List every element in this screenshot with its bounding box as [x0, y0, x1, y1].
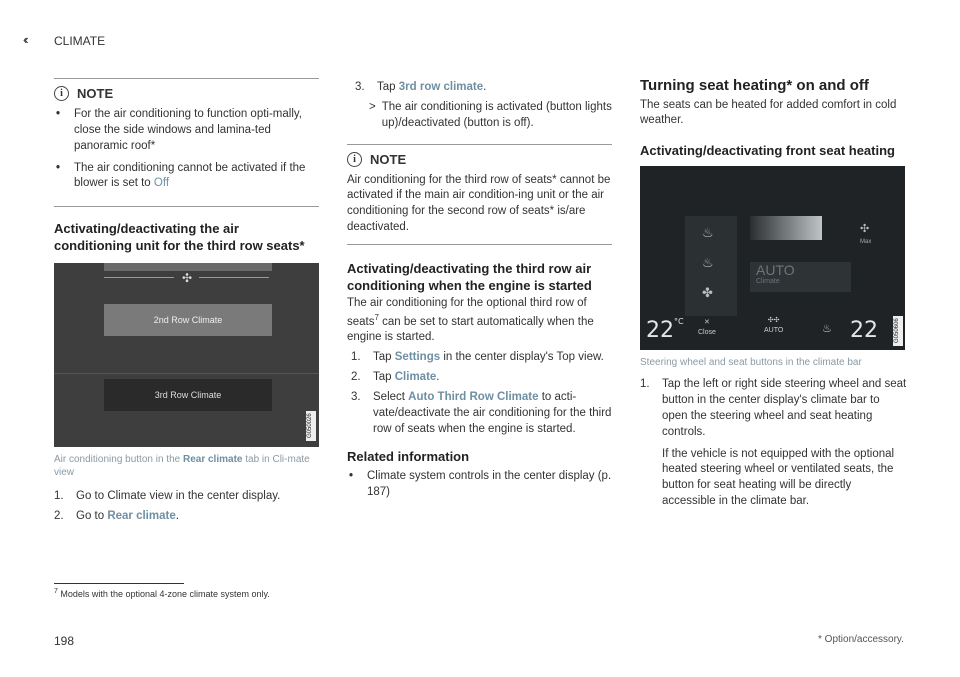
- back-chevron-icon[interactable]: ‹‹: [23, 32, 26, 47]
- step-result: > The air conditioning is activated (button lights up)/deactivated (button is off).: [369, 100, 612, 129]
- climate-bar-image: [640, 166, 905, 350]
- footnote-rule: [54, 583, 184, 584]
- note-box: [54, 78, 319, 207]
- image-code: G050026: [306, 411, 316, 441]
- intro-text: The seats can be heated for added comfort in cold weather.: [640, 98, 897, 127]
- 2nd-row-climate-button[interactable]: 2nd Row Climate: [104, 304, 272, 336]
- section-heading: Activating/deactivating the air conditioning unit for the third row seats*: [54, 221, 305, 254]
- step-item: 2. Go to Rear climate.: [54, 509, 179, 522]
- max-fan-icon[interactable]: ✣: [860, 223, 870, 236]
- page-number: 198: [54, 634, 75, 648]
- 3rd-row-climate-button[interactable]: 3rd Row Climate: [104, 379, 272, 411]
- step-item: 1. Tap the left or right side steering wheel and seat button in the center display's climate bar to open the steering wheel and seat heating controls. If the vehicle is not equipped with the optional heated steering wheel or ventilated seats, the button for seat heating will be directly accessible in the climate bar.: [640, 378, 907, 508]
- climate-link[interactable]: Climate: [394, 371, 437, 383]
- steering-seat-button[interactable]: ♨: [822, 323, 832, 336]
- bullet-text: The air conditioning cannot be activated if the blower is set to: [74, 161, 306, 190]
- steps-list: [347, 350, 612, 437]
- note-box: [347, 144, 612, 245]
- auto-fan-button[interactable]: ✣✣ AUTO: [764, 317, 784, 334]
- divider: [54, 373, 319, 374]
- seat-vent-icon[interactable]: ✤: [702, 285, 713, 301]
- column-1: [54, 78, 319, 529]
- step-item: 1. Go to Climate view in the center display.: [54, 490, 281, 503]
- column-2: [347, 78, 612, 507]
- section-heading: Turning seat heating* on and off: [640, 77, 869, 94]
- note-text: Air conditioning for the third row of seats* cannot be activated if the main air condition-ing unit or the air conditioning for the second row of seats* is/are deactivated.: [347, 173, 611, 234]
- section-title: CLIMATE: [54, 34, 106, 48]
- note-bullet: • For the air conditioning to function opti-mally, close the side windows and lamina-ted panoramic roof*: [56, 107, 319, 155]
- step-item: 3. Tap 3rd row climate.: [355, 81, 487, 93]
- fan-level-bar[interactable]: [750, 216, 822, 240]
- info-icon: i: [347, 152, 362, 167]
- auto-climate-button[interactable]: AUTO Climate: [750, 262, 851, 292]
- close-button[interactable]: ✕ Close: [698, 319, 716, 336]
- auto-third-row-climate-link[interactable]: Auto Third Row Climate: [408, 390, 539, 403]
- fan-icon: ✣: [182, 271, 193, 286]
- steps-list: [54, 489, 319, 525]
- footnote: $^7$ Models with the optional 4-zone climate system only.: [54, 588, 270, 599]
- note-title: [54, 85, 319, 103]
- related-heading: Related information: [347, 449, 470, 465]
- rear-climate-link[interactable]: Rear climate: [107, 509, 176, 522]
- image-caption: Steering wheel and seat buttons in the climate bar: [640, 357, 862, 369]
- note-label: NOTE: [77, 86, 114, 101]
- note-bullet: • The air conditioning cannot be activated if the blower is set to Off: [56, 161, 306, 190]
- section-heading: Activating/deactivating the third row air conditioning when the engine is started: [347, 260, 592, 293]
- step-item: 2. Tap Climate.: [351, 371, 440, 383]
- sub-heading: Activating/deactivating front seat heating: [640, 143, 895, 159]
- 3rd-row-climate-link[interactable]: 3rd row climate: [398, 81, 484, 93]
- temperature-right[interactable]: 22: [850, 318, 878, 344]
- divider: [104, 277, 174, 278]
- step-item: 1. Tap Settings in the center display's Top view.: [351, 351, 604, 364]
- note-title: [347, 151, 612, 169]
- seat-heat-icon[interactable]: ♨: [702, 255, 714, 271]
- image-code: G050606: [893, 316, 903, 346]
- bullet-text: For the air conditioning to function opti-mally, close the side windows and lamina-ted panoramic roof*: [74, 107, 302, 152]
- off-link[interactable]: Off: [153, 177, 170, 190]
- steering-heat-icon[interactable]: ♨: [702, 225, 714, 241]
- step-item: 3. Select Auto Third Row Climate to acti-vate/deactivate the air conditioning for the third row of seats when the engine is started.: [351, 390, 612, 435]
- temperature-left[interactable]: $22^{^\circ C}$: [646, 317, 684, 344]
- related-item[interactable]: • Climate system controls in the center display (p. 187): [349, 470, 612, 499]
- settings-link[interactable]: Settings: [394, 351, 441, 364]
- max-label: Max: [860, 239, 872, 246]
- image-caption: Air conditioning button in the Rear climate tab in Cli-mate view: [54, 454, 310, 479]
- divider: [199, 277, 269, 278]
- column-3: [640, 76, 908, 514]
- climate-screen-image: [54, 263, 319, 447]
- intro-text: The air conditioning for the optional third row of seats$^7$ can be set to start automatically when the engine is started.: [347, 296, 594, 344]
- note-label: NOTE: [370, 151, 407, 167]
- option-note: * Option/accessory.: [818, 634, 904, 645]
- info-icon: i: [54, 86, 69, 101]
